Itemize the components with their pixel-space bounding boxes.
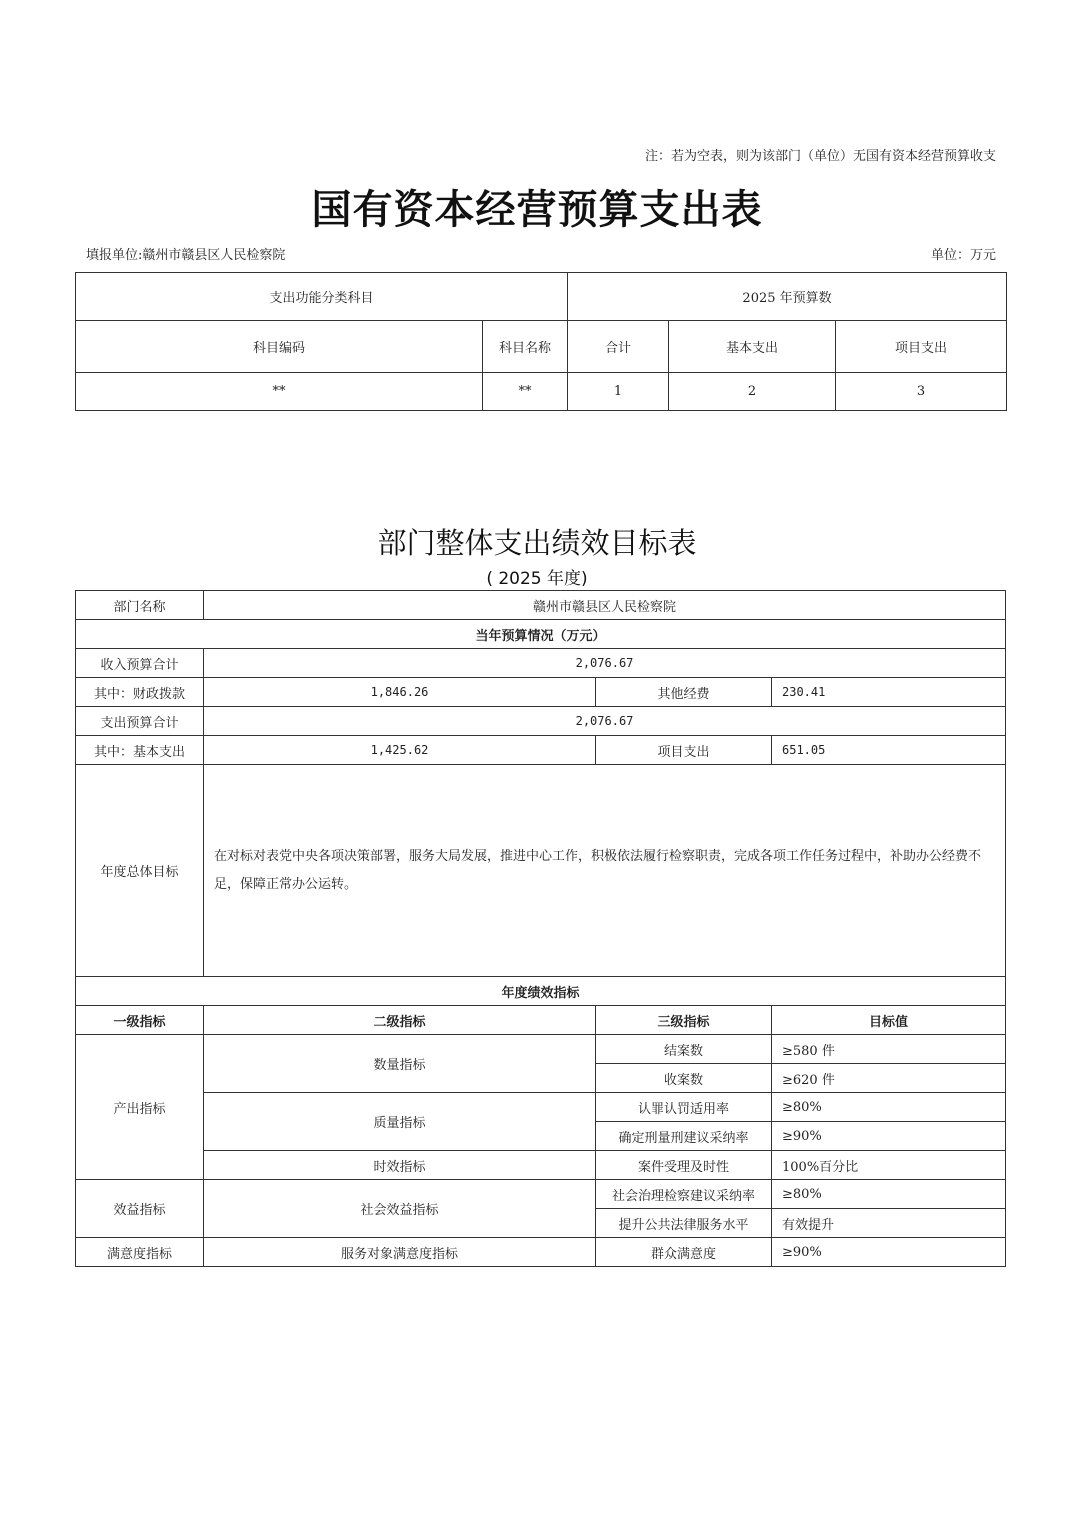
col-name: 科目名称 bbox=[483, 321, 568, 373]
fiscal-value: 1,846.26 bbox=[204, 678, 596, 707]
header-function-category: 支出功能分类科目 bbox=[76, 273, 568, 321]
table-cell: ** bbox=[76, 373, 483, 411]
fiscal-label: 其中：财政拨款 bbox=[76, 678, 204, 707]
target-timely: 100%百分比 bbox=[772, 1151, 1006, 1180]
level3-closed: 结案数 bbox=[596, 1035, 772, 1064]
goal-label: 年度总体目标 bbox=[76, 765, 204, 977]
col-project: 项目支出 bbox=[836, 321, 1007, 373]
other-value: 230.41 bbox=[772, 678, 1006, 707]
dept-value: 赣州市赣县区人民检察院 bbox=[204, 591, 1006, 620]
target-plea: ≥80% bbox=[772, 1093, 1006, 1122]
goal-text: 在对标对表党中央各项决策部署，服务大局发展，推进中心工作，积极依法履行检察职责，完成各项工作任务过程中，补助办公经费不足，保障正常办公运转。 bbox=[204, 765, 1006, 977]
level2-quantity: 数量指标 bbox=[204, 1035, 596, 1093]
target-public: ≥90% bbox=[772, 1238, 1006, 1267]
target-accepted: ≥620 件 bbox=[772, 1064, 1006, 1093]
col-total: 合计 bbox=[568, 321, 669, 373]
header-budget-year: 2025 年预算数 bbox=[568, 273, 1007, 321]
level2-quality: 质量指标 bbox=[204, 1093, 596, 1151]
col-basic: 基本支出 bbox=[669, 321, 836, 373]
state-capital-expense-table bbox=[75, 272, 1007, 411]
level3-timely: 案件受理及时性 bbox=[596, 1151, 772, 1180]
year-label: ( 2025 年度) bbox=[486, 569, 588, 589]
header-level1: 一级指标 bbox=[76, 1006, 204, 1035]
col-code: 科目编码 bbox=[76, 321, 483, 373]
other-label: 其他经费 bbox=[596, 678, 772, 707]
income-label: 收入预算合计 bbox=[76, 649, 204, 678]
table-cell: ** bbox=[483, 373, 568, 411]
table-cell: 2 bbox=[669, 373, 836, 411]
project-value: 651.05 bbox=[772, 736, 1006, 765]
budget-section-header: 当年预算情况（万元） bbox=[76, 620, 1006, 649]
project-label: 项目支出 bbox=[596, 736, 772, 765]
section-title: 部门整体支出绩效目标表 bbox=[377, 526, 697, 560]
level1-output: 产出指标 bbox=[76, 1035, 204, 1180]
expense-value: 2,076.67 bbox=[204, 707, 1006, 736]
expense-label: 支出预算合计 bbox=[76, 707, 204, 736]
table-cell: 3 bbox=[836, 373, 1007, 411]
table-cell: 1 bbox=[568, 373, 669, 411]
level2-timeliness: 时效指标 bbox=[204, 1151, 596, 1180]
performance-target-table bbox=[75, 590, 1006, 1267]
level3-legal: 提升公共法律服务水平 bbox=[596, 1209, 772, 1238]
filing-unit: 填报单位:赣州市赣县区人民检察院 bbox=[86, 248, 286, 263]
target-governance: ≥80% bbox=[772, 1180, 1006, 1209]
basic-label: 其中：基本支出 bbox=[76, 736, 204, 765]
target-legal: 有效提升 bbox=[772, 1209, 1006, 1238]
level2-service: 服务对象满意度指标 bbox=[204, 1238, 596, 1267]
dept-label: 部门名称 bbox=[76, 591, 204, 620]
level3-governance: 社会治理检察建议采纳率 bbox=[596, 1180, 772, 1209]
page-title: 国有资本经营预算支出表 bbox=[311, 186, 763, 233]
note-text: 注：若为空表，则为该部门（单位）无国有资本经营预算收支 bbox=[644, 149, 996, 164]
level2-social: 社会效益指标 bbox=[204, 1180, 596, 1238]
level3-sentence: 确定刑量刑建议采纳率 bbox=[596, 1122, 772, 1151]
target-sentence: ≥90% bbox=[772, 1122, 1006, 1151]
header-level3: 三级指标 bbox=[596, 1006, 772, 1035]
income-value: 2,076.67 bbox=[204, 649, 1006, 678]
header-level2: 二级指标 bbox=[204, 1006, 596, 1035]
level1-satisfaction: 满意度指标 bbox=[76, 1238, 204, 1267]
level3-public: 群众满意度 bbox=[596, 1238, 772, 1267]
level3-plea: 认罪认罚适用率 bbox=[596, 1093, 772, 1122]
level1-benefit: 效益指标 bbox=[76, 1180, 204, 1238]
level3-accepted: 收案数 bbox=[596, 1064, 772, 1093]
perf-section-header: 年度绩效指标 bbox=[76, 977, 1006, 1006]
currency-unit: 单位：万元 bbox=[930, 248, 996, 263]
header-target: 目标值 bbox=[772, 1006, 1006, 1035]
basic-value: 1,425.62 bbox=[204, 736, 596, 765]
target-closed: ≥580 件 bbox=[772, 1035, 1006, 1064]
